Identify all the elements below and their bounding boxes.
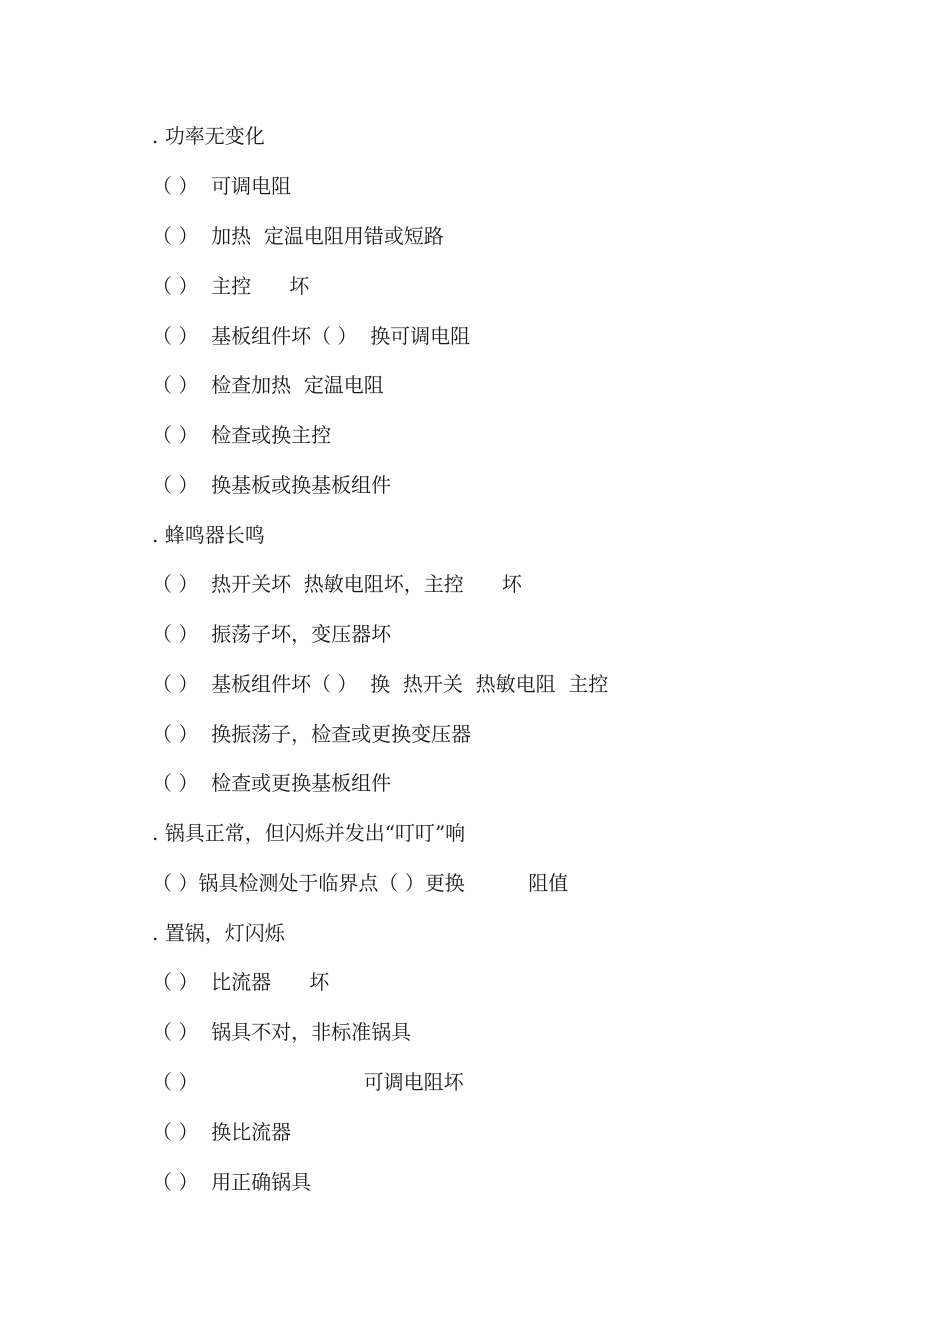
cause-line: （ ） 基板组件坏（ ） 换可调电阻 — [152, 324, 471, 348]
section-heading-buzzer: . 蜂鸣器长鸣 — [152, 523, 265, 547]
cause-line: （ ） 振荡子坏，变压器坏 — [152, 622, 392, 646]
cause-line: （ ） 主控 坏 — [152, 274, 310, 298]
section-heading-pan-normal-beeping: . 锅具正常，但闪烁并发出“叮叮”响 — [152, 821, 466, 845]
remedy-line: （ ） 检查或换主控 — [152, 423, 332, 447]
remedy-line: （ ） 用正确锅具 — [152, 1170, 312, 1194]
cause-line: （ ） 基板组件坏（ ） 换 热开关 热敏电阻 主控 — [152, 672, 609, 696]
remedy-line: （ ） 检查或更换基板组件 — [152, 771, 392, 795]
section-heading-pan-light-flashing: . 置锅，灯闪烁 — [152, 921, 285, 945]
cause-line: （ ） 比流器 坏 — [152, 970, 330, 994]
remedy-line: （ ） 检查加热 定温电阻 — [152, 373, 384, 397]
section-heading-power-unchanged: . 功率无变化 — [152, 124, 265, 148]
remedy-line: （ ） 换基板或换基板组件 — [152, 473, 392, 497]
remedy-line: （ ） 换振荡子，检查或更换变压器 — [152, 722, 472, 746]
cause-line: （ ） 锅具不对，非标准锅具 — [152, 1020, 412, 1044]
cause-line: （ ） 可调电阻 — [152, 174, 292, 198]
cause-line: （ ） 热开关坏 热敏电阻坏，主控 坏 — [152, 572, 522, 596]
cause-line: （ ） 加热 定温电阻用错或短路 — [152, 224, 444, 248]
remedy-line: （ ） 换比流器 — [152, 1120, 292, 1144]
cause-remedy-line: （ ）锅具检测处于临界点（ ）更换 阻值 — [152, 871, 569, 895]
cause-line: （ ） 可调电阻坏 — [152, 1070, 464, 1094]
